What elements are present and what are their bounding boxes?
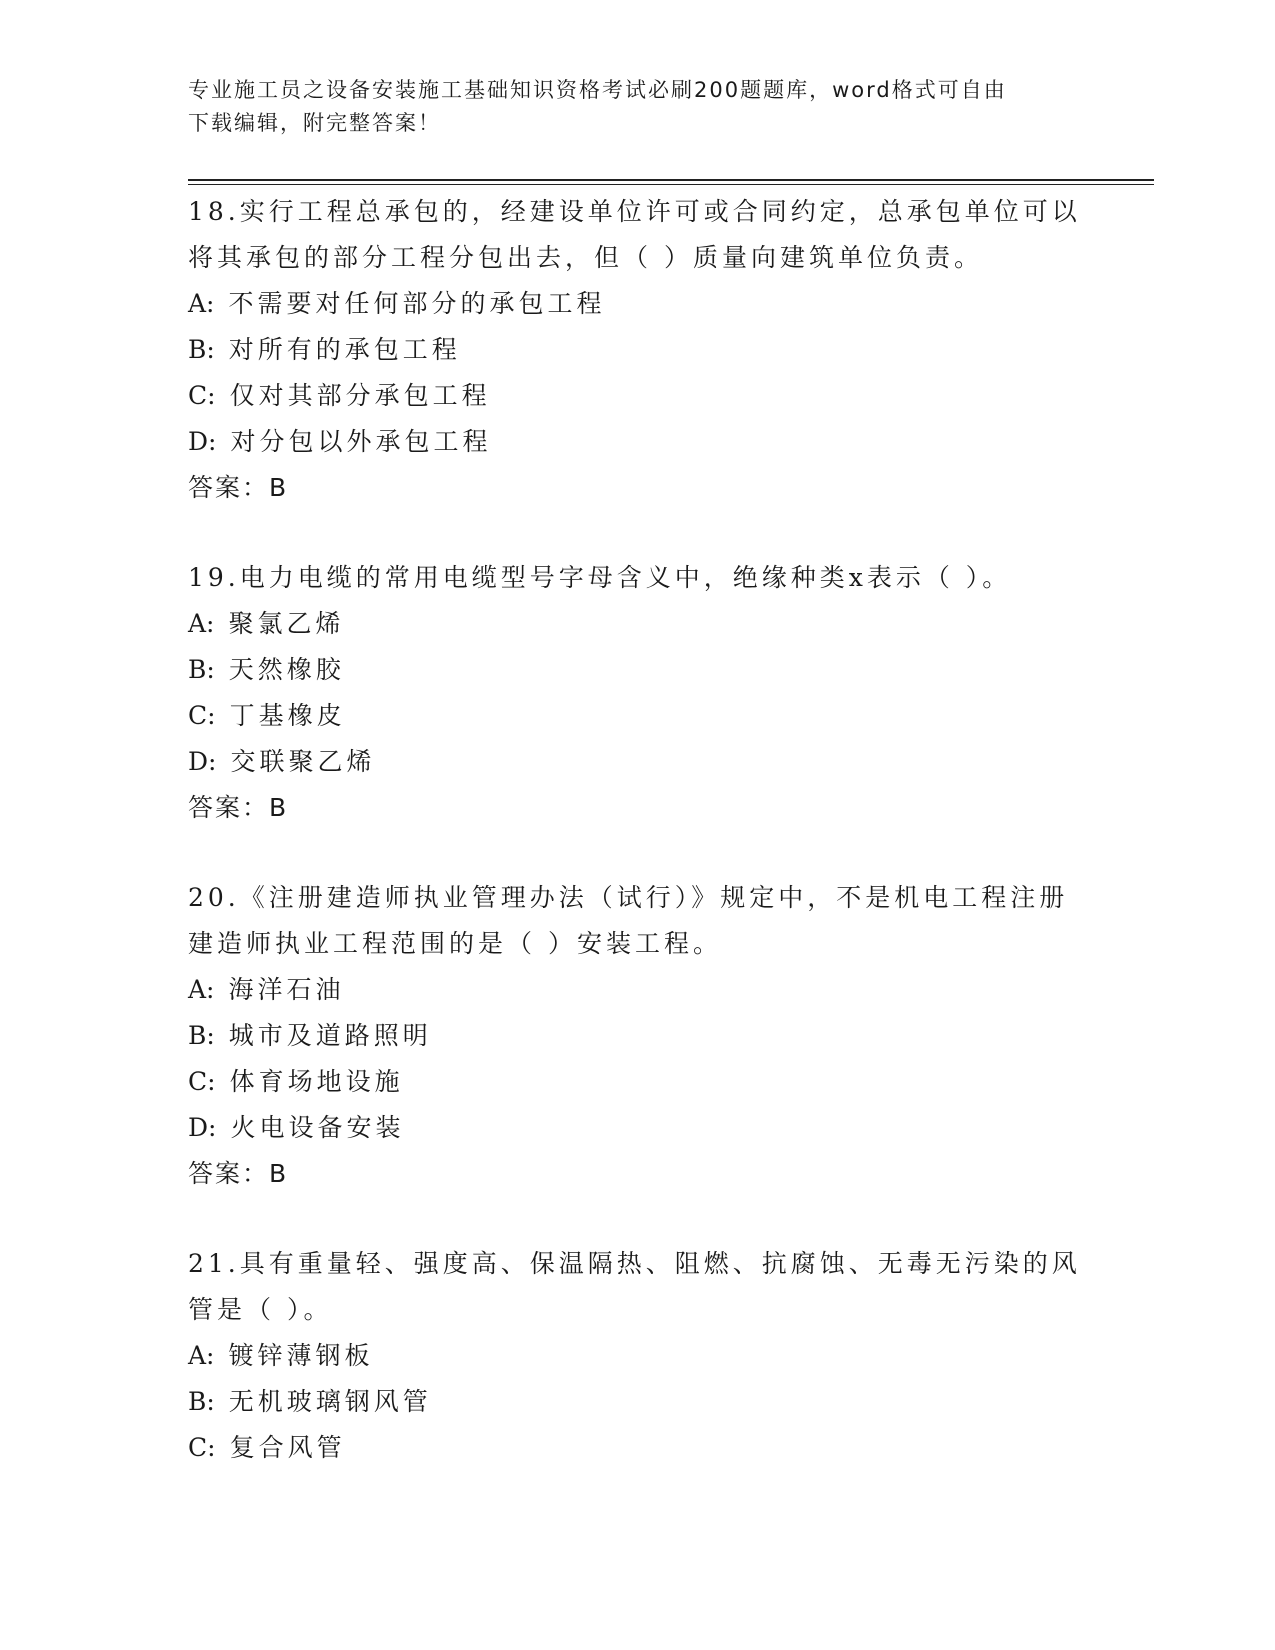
answer-line: 答案：B [188,473,289,502]
option-d [188,419,1088,465]
option-c [188,1059,1088,1105]
question-21 [188,1241,1088,1471]
option-letter: A: [188,1341,215,1370]
option-text: 对分包以外承包工程 [230,427,492,456]
question-20 [188,875,1088,1197]
option-text: 交联聚乙烯 [230,747,376,776]
header-divider-thick [188,179,1154,181]
option-c [188,693,1088,739]
header-line-1: 专业施工员之设备安装施工基础知识资格考试必刷200题题库，word格式可自由 [188,78,1007,102]
option-b [188,1013,1088,1059]
option-letter: B: [188,335,215,364]
option-c [188,373,1088,419]
header-divider-thin [188,184,1154,185]
option-text: 对所有的承包工程 [228,335,461,364]
option-letter: D: [188,427,217,456]
question-18 [188,189,1088,511]
question-19 [188,555,1088,831]
option-text: 聚氯乙烯 [228,609,345,638]
question-stem-line: 21.具有重量轻、强度高、保温隔热、阻燃、抗腐蚀、无毒无污染的风 [188,1249,1081,1278]
option-letter: B: [188,655,215,684]
question-stem-line: 管是（ ）。 [188,1295,333,1324]
option-text: 火电设备安装 [230,1113,405,1142]
option-text: 仅对其部分承包工程 [229,381,491,410]
option-b [188,327,1088,373]
question-stem-line: 18.实行工程总承包的，经建设单位许可或合同约定，总承包单位可以 [188,197,1081,226]
option-letter: D: [188,747,217,776]
answer-line: 答案：B [188,1159,289,1188]
option-letter: C: [188,1433,216,1462]
option-letter: B: [188,1387,215,1416]
option-d [188,739,1088,785]
option-letter: C: [188,701,216,730]
option-text: 天然橡胶 [228,655,345,684]
option-letter: A: [188,289,215,318]
option-text: 不需要对任何部分的承包工程 [228,289,606,318]
option-text: 镀锌薄钢板 [228,1341,374,1370]
option-text: 丁基橡皮 [229,701,346,730]
option-letter: A: [188,975,215,1004]
question-stem-line: 20.《注册建造师执业管理办法（试行）》规定中，不是机电工程注册 [188,883,1069,912]
document-header [188,74,1068,140]
header-line-2: 下载编辑，附完整答案！ [188,111,441,135]
option-text: 无机玻璃钢风管 [228,1387,432,1416]
answer-line: 答案：B [188,793,289,822]
option-letter: C: [188,1067,216,1096]
question-stem-line: 19.电力电缆的常用电缆型号字母含义中，绝缘种类x表示（ ）。 [188,563,1012,592]
option-text: 海洋石油 [228,975,345,1004]
option-text: 复合风管 [229,1433,346,1462]
option-letter: B: [188,1021,215,1050]
option-b [188,647,1088,693]
option-c [188,1425,1088,1471]
option-a [188,967,1088,1013]
option-text: 城市及道路照明 [228,1021,432,1050]
option-a [188,601,1088,647]
question-stem-line: 建造师执业工程范围的是（ ）安装工程。 [188,929,722,958]
option-text: 体育场地设施 [229,1067,404,1096]
option-b [188,1379,1088,1425]
option-d [188,1105,1088,1151]
option-a [188,1333,1088,1379]
option-letter: C: [188,381,216,410]
question-list [188,189,1088,1515]
option-letter: D: [188,1113,217,1142]
option-letter: A: [188,609,215,638]
option-a [188,281,1088,327]
question-stem-line: 将其承包的部分工程分包出去，但（ ）质量向建筑单位负责。 [188,243,983,272]
